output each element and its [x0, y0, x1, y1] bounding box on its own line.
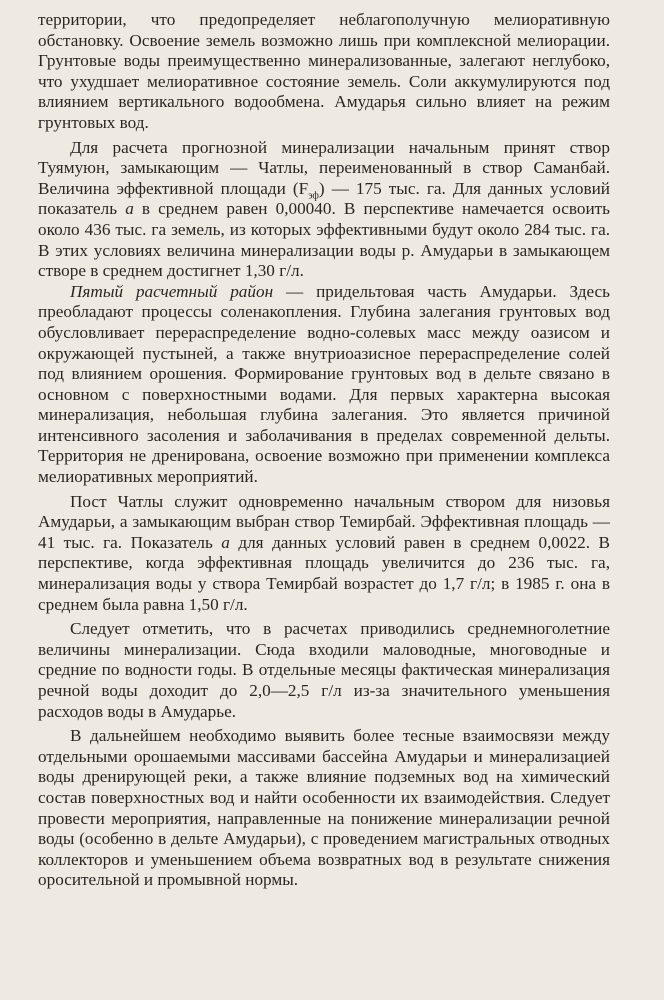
paragraph-4 — [38, 492, 610, 616]
paragraph-6: В дальнейшем необходимо выявить более тесные взаимосвязи между отдельными орошаемыми массивами бассейна Амударьи и минерализацией воды дренирующей реки, а также влияние подземных вод на химический состав поверхностных вод и найти особенности их взаимодействия. Следует провести мероприятия, направленные на понижение минерализации речной воды (особенно в дельте Амударьи), с проведением магистральных отводных коллекторов и уменьшением объема возвратных вод в результате снижения оросительной и промывной нормы. — [38, 726, 610, 890]
paragraph-3 — [38, 282, 610, 488]
section-heading-fifth-district: Пятый расчетный район — [70, 281, 274, 301]
paragraph-2 — [38, 138, 610, 282]
variable-a: a — [125, 199, 134, 219]
paragraph-2-text-end: в среднем равен 0,00040. В перспективе намечается освоить около 436 тыс. га земель, из которых эффективными будут около 284 тыс. га. В этих условиях величина минерализации воды р. Амударьи в замыкающем створе в среднем достигнет 1,30 г/л. — [38, 199, 610, 281]
paragraph-4-text-start: Пост Чатлы служит одновременно начальным створом для низовья Амударьи, а замыкающим выбран створ Темирбай. Эффективная площадь — 41 тыс. га. Показатель — [38, 491, 610, 552]
paragraph-5: Следует отметить, что в расчетах приводились среднемноголетние величины минерализации. Сюда входили маловодные, многоводные и средние по водности годы. В отдельные месяцы фактическая минерализация речной воды доходит до 2,0—2,5 г/л из-за значительного уменьшения расходов воды в Амударье. — [38, 619, 610, 721]
paragraph-3-text: — придельтовая часть Амударьи. Здесь преобладают процессы соленакопления. Глубина залегания грунтовых вод обусловливает перераспределение водно-солевых масс между оазисом и окружающей пустыней, а также внутриоазисное перераспределение солей под влиянием орошения. Формирование грунтовых вод в дельте связано в основном с поверхностными водами. Для первых характерна высокая минерализация, небольшая глубина залегания. Это является причиной интенсивного засоления и заболачивания в пределах современной дельты. Территория не дренирована, освоение возможно при применении комплекса мелиоративных мероприятий. — [38, 281, 610, 487]
paragraph-4-text-end: для данных условий равен в среднем 0,0022. В перспективе, когда эффективная площадь увеличится до 236 тыс. га, минерализация воды у створа Темирбай возрастет до 1,7 г/л; в 1985 г. она в среднем была равна 1,50 г/л. — [38, 532, 610, 614]
subscript-eff: эф — [308, 190, 319, 202]
paragraph-2-text-start: Для расчета прогнозной минерализации начальным принят створ Туямуюн, замыкающим — Чатлы, переименованный в створ Саманбай. Величина эффективной площади (F — [38, 137, 610, 198]
variable-a-2: a — [221, 532, 230, 552]
paragraph-2-text-mid: ) — 175 тыс. га. Для данных условий показатель — [38, 178, 610, 219]
paragraph-1: территории, что предопределяет неблагополучную мелиоративную обстановку. Освоение земель возможно лишь при комплексной мелиорации. Грунтовые воды преимущественно минерализованные, залегают неглубоко, что ухудшает мелиоративное состояние земель. Соли аккумулируются под влиянием вертикального водообмена. Амударья сильно влияет на режим грунтовых вод. — [38, 10, 610, 132]
